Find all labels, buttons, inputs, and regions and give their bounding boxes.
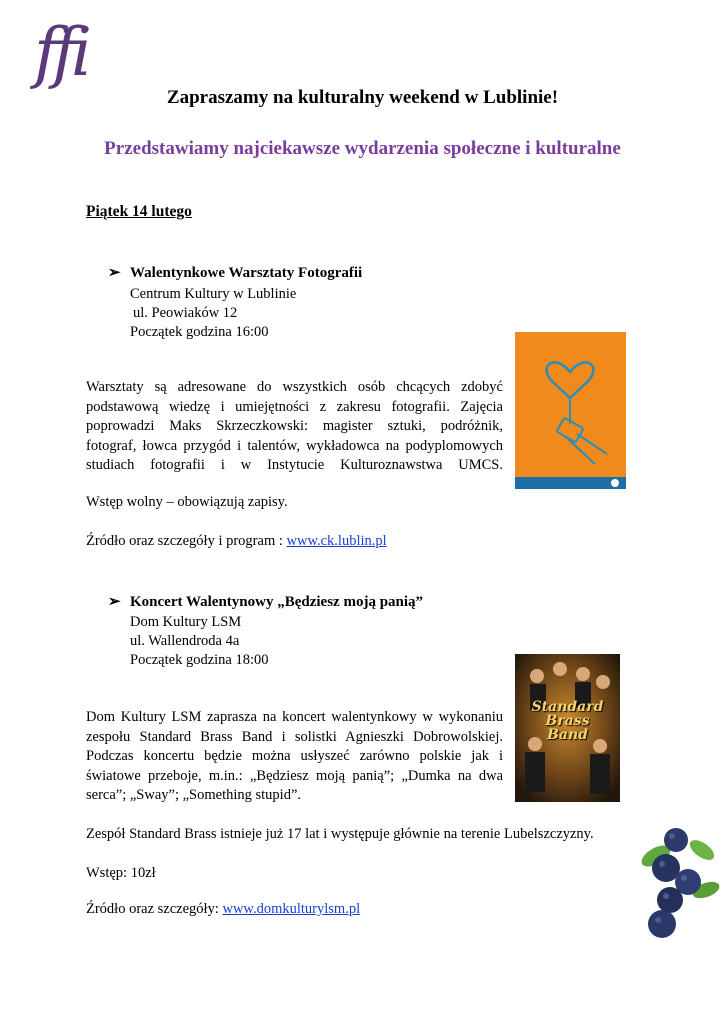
event-source [86,532,387,551]
event-title-workshop [108,263,362,282]
description-line: studiach fotografii i w Instytucie Kulturoznawstwa UMCS. [86,457,503,473]
ffi-logo: ffi [34,14,86,91]
blueberries-decoration [636,820,721,940]
workshop-poster-image [515,332,626,489]
source-link[interactable]: www.domkulturylsm.pl [222,901,361,917]
source-label: Źródło oraz szczegóły i program : [86,533,287,549]
page-subtitle: Przedstawiamy najciekawsze wydarzenia społeczne i kulturalne [104,138,621,159]
event-title-concert [108,592,423,611]
event-time: Początek godzina 16:00 [130,324,269,340]
event-description [86,708,503,806]
arrow-bullet-icon: ➢ [108,265,121,281]
event-name: Walentynkowe Warsztaty Fotografii [130,265,363,281]
event-entry: Wstęp wolny – obowiązują zapisy. [86,494,288,510]
arrow-bullet-icon: ➢ [108,594,121,610]
event-source [86,900,360,919]
description-line: fotograf, łowca przygód i talentów, wykładowca na podyplomowych [86,437,503,454]
description-line: światowe przeboje, m.in.: „Będziesz moją panią”; „Dumka na dwa [86,767,503,784]
page-title: Zapraszamy na kulturalny weekend w Lublinie! [166,87,559,108]
event-entry: Wstęp: 10zł [86,865,156,881]
source-link[interactable]: www.ck.lublin.pl [286,533,387,549]
event-address: ul. Wallendroda 4a [130,633,240,649]
description-line: serca”; „Sway”; „Something stupid”. [86,787,302,803]
event-venue: Centrum Kultury w Lublinie [130,286,297,302]
day-heading: Piątek 14 lutego [86,203,192,220]
source-label: Źródło oraz szczegóły: [86,901,223,917]
description-line: Dom Kultury LSM zaprasza na koncert walentynkowy w wykonaniu [86,709,503,725]
description-line: Podczas koncertu będzie można usłyszeć zarówno polskie jak i [86,748,503,764]
poster-band-word: Standard [531,699,604,715]
concert-poster-image [515,654,620,802]
event-address: ul. Peowiaków 12 [133,305,238,321]
description-line: poprowadzi Maks Skrzeczkowski: magister sztuki, podróżnik, [86,418,503,434]
event-description [86,378,503,476]
event-time: Początek godzina 18:00 [130,652,269,668]
poster-illustration [515,332,626,489]
event-name: Koncert Walentynowy „Będziesz moją panią” [130,594,424,610]
description-line: Warsztaty są adresowane do wszystkich osób chcących zdobyć [86,379,503,395]
description-line: zespołu Standard Brass Band i solistki Agnieszki Dobrowolskiej. [86,728,503,745]
band-info: Zespół Standard Brass istnieje już 17 lat i występuje głównie na terenie Lubelszczyzny. [86,826,594,842]
event-venue: Dom Kultury LSM [130,614,242,630]
poster-band-word: Band [547,727,588,743]
poster-band-word: Brass [545,713,590,729]
description-line: podstawową wiedzę i umiejętności z zakresu fotografii. Zajęcia [86,398,503,415]
